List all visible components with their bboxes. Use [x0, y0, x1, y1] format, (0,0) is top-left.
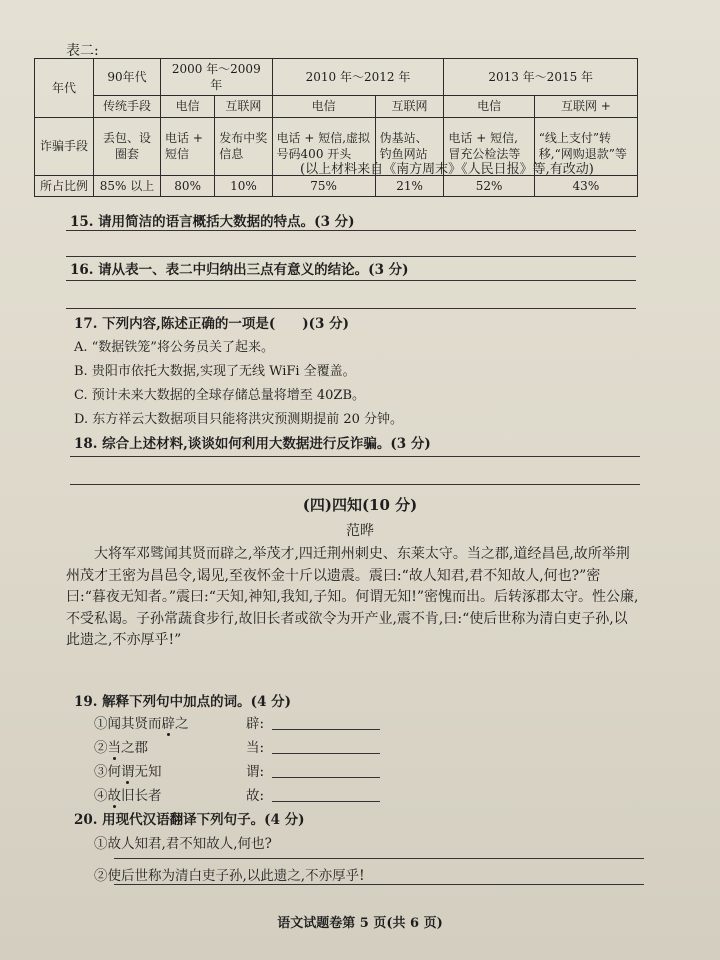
section-title: (四)四知(10 分) [302, 496, 418, 514]
q19-item-4: ④故旧长者 [94, 788, 162, 804]
method-internet-2000: 发布中奖信息 [215, 117, 272, 175]
q19-answer-line-4[interactable] [272, 801, 380, 802]
ratio-internet-2000: 10% [215, 175, 272, 196]
answer-line-18-b [70, 484, 640, 485]
header-telecom-2010: 电信 [272, 96, 375, 117]
q19-word-1: 辟: [246, 716, 265, 732]
method-telecom-2000: 电话 + 短信 [161, 117, 215, 175]
answer-line-16-a [66, 280, 636, 281]
q17-option-c: C. 预计未来大数据的全球存储总量将增至 40ZB。 [74, 388, 366, 403]
table-label: 表二: [66, 43, 99, 59]
dotted-word: 当 [107, 740, 121, 756]
q19-word-2: 当: [246, 740, 265, 756]
header-2000-2009: 2000 年～2009 年 [161, 59, 273, 96]
question-18: 18. 综合上述材料,谈谈如何利用大数据进行反诈骗。(3 分) [74, 436, 431, 452]
header-internet-2010: 互联网 [375, 96, 444, 117]
q20-item-2: ②使后世称为清白吏子孙,以此遗之,不亦厚乎! [94, 868, 365, 884]
q19-answer-line-2[interactable] [272, 753, 380, 754]
row-label-methods: 诈骗手段 [35, 117, 94, 175]
table-header-row-2 [35, 96, 638, 117]
classical-passage [66, 544, 640, 652]
header-90s: 90年代 [94, 59, 161, 96]
header-telecom-2013: 电信 [444, 96, 534, 117]
method-telecom-2013: 电话 + 短信,冒充公检法等 [444, 117, 534, 175]
q19-word-4: 故: [246, 788, 265, 804]
table-header-row-1 [35, 59, 638, 96]
q19-answer-line-1[interactable] [272, 729, 380, 730]
q17-option-a: A. “数据铁笼”将公务员关了起来。 [74, 340, 274, 355]
row-label-ratio: 所占比例 [35, 175, 94, 196]
q20-answer-line-2[interactable] [114, 884, 644, 885]
method-traditional: 丢包、设圈套 [94, 117, 161, 175]
header-internet-2000: 互联网 [215, 96, 272, 117]
author-name: 范晔 [346, 523, 374, 539]
method-telecom-2010: 电话 + 短信,虚拟号码400 开头 [272, 117, 375, 175]
q19-answer-line-3[interactable] [272, 777, 380, 778]
answer-line-16-b [66, 308, 636, 309]
question-15: 15. 请用简洁的语言概括大数据的特点。(3 分) [70, 214, 355, 230]
answer-line-18-a [70, 456, 640, 457]
header-traditional: 传统手段 [94, 96, 161, 117]
ratio-telecom-2000: 80% [161, 175, 215, 196]
dotted-word: 辟 [161, 716, 175, 732]
header-2013-2015: 2013 年～2015 年 [444, 59, 638, 96]
header-internet-plus-2013: 互联网 + [534, 96, 637, 117]
q19-item-2: ②当之郡 [94, 740, 148, 756]
question-16: 16. 请从表一、表二中归纳出三点有意义的结论。(3 分) [70, 262, 409, 278]
q19-item-3: ③何谓无知 [94, 764, 162, 780]
ratio-telecom-2013: 52% [444, 175, 534, 196]
question-17: 17. 下列内容,陈述正确的一项是( )(3 分) [74, 316, 350, 332]
answer-line-15-b [66, 256, 636, 257]
header-era: 年代 [35, 59, 94, 118]
question-19: 19. 解释下列句中加点的词。(4 分) [74, 694, 292, 710]
q17-option-b: B. 贵阳市依托大数据,实现了无线 WiFi 全覆盖。 [74, 364, 356, 379]
page-footer: 语文试题卷第 5 页(共 6 页) [277, 916, 443, 931]
question-20: 20. 用现代汉语翻译下列句子。(4 分) [74, 812, 305, 828]
dotted-word: 谓 [121, 764, 135, 780]
header-2010-2012: 2010 年～2012 年 [272, 59, 444, 96]
header-telecom-2000: 电信 [161, 96, 215, 117]
source-note: (以上材料来自《南方周末》《人民日报》等,有改动) [300, 162, 594, 177]
method-internet-2010: 伪基站、钓鱼网站 [375, 117, 444, 175]
passage-text: 大将军邓骘闻其贤而辟之,举茂才,四迁荆州刺史、东莱太守。当之郡,道经昌邑,故所举荆州茂才王密为昌邑令,谒见,至夜怀金十斤以遗震。震曰:“故人知君,君不知故人,何也?”密曰:“暮夜无知者。”震曰:“天知,神知,我知,子知。何谓无知!”密愧而出。后转涿郡太守。性公廉,不受私谒。子孙常蔬食步行,故旧长者或欲令为开产业,震不肯,曰:“使后世称为清白吏子孙,以此遗之,不亦厚乎!” [66, 546, 639, 648]
q20-answer-line-1[interactable] [114, 858, 644, 859]
method-internet-plus-2013: “线上支付”转移,“网购退款”等 [534, 117, 637, 175]
dotted-word: 故 [107, 788, 121, 804]
ratio-traditional: 85% 以上 [94, 175, 161, 196]
ratio-internet-plus-2013: 43% [534, 175, 637, 196]
ratio-telecom-2010: 75% [272, 175, 375, 196]
answer-line-15-a [66, 230, 636, 231]
ratio-internet-2010: 21% [375, 175, 444, 196]
table-ratio-row [35, 175, 638, 196]
q19-item-1: ①闻其贤而辟之 [94, 716, 189, 732]
q19-word-3: 谓: [246, 764, 265, 780]
q20-item-1: ①故人知君,君不知故人,何也? [94, 836, 272, 852]
q17-option-d: D. 东方祥云大数据项目只能将洪灾预测期提前 20 分钟。 [74, 412, 404, 427]
